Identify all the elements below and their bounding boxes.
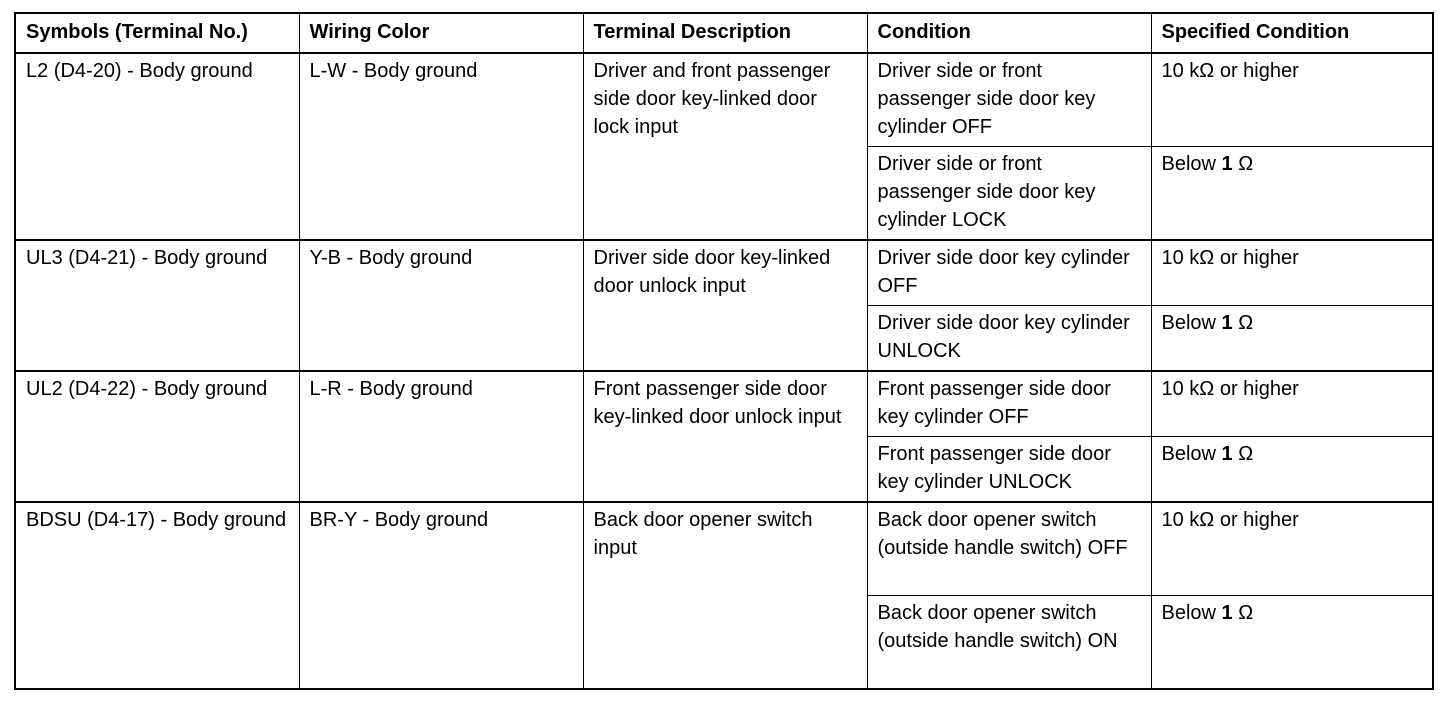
symbol-cell: UL2 (D4-22) - Body ground [15,371,299,502]
spec-suffix: Ω [1232,312,1254,334]
symbol-cell: BDSU (D4-17) - Body ground [15,502,299,689]
spec-prefix: Below [1161,312,1222,334]
spec-suffix: Ω [1232,443,1254,465]
wiring-color-cell: Y-B - Body ground [299,240,583,371]
spec-value: 10 kΩ [1161,509,1215,531]
table-header-row [15,13,1433,53]
specified-condition-cell [1151,53,1433,147]
header-condition: Condition [867,13,1151,53]
condition-cell: Front passenger side door key cylinder OFF [867,371,1151,437]
condition-cell: Driver side or front passenger side door key cylinder LOCK [867,147,1151,241]
wiring-color-cell: L-R - Body ground [299,371,583,502]
symbol-cell: L2 (D4-20) - Body ground [15,53,299,240]
table-row [15,240,1433,306]
spec-suffix: or higher [1214,247,1299,269]
specified-condition-cell [1151,306,1433,372]
specified-condition-cell [1151,147,1433,241]
spec-value: 1 [1221,602,1233,624]
condition-cell: Back door opener switch (outside handle switch) OFF [867,502,1151,596]
wiring-color-cell: L-W - Body ground [299,53,583,240]
specified-condition-cell [1151,596,1433,690]
spec-value: 1 [1221,153,1233,175]
spec-prefix: Below [1161,602,1222,624]
condition-cell: Front passenger side door key cylinder UNLOCK [867,437,1151,503]
terminal-description-cell: Back door opener switch input [583,502,867,689]
table-row [15,371,1433,437]
spec-prefix: Below [1161,153,1222,175]
symbol-cell: UL3 (D4-21) - Body ground [15,240,299,371]
condition-cell: Driver side or front passenger side door key cylinder OFF [867,53,1151,147]
spec-value: 10 kΩ [1161,378,1215,400]
header-specified-condition: Specified Condition [1151,13,1433,53]
header-terminal-description: Terminal Description [583,13,867,53]
terminal-spec-table [14,12,1434,690]
header-wiring-color: Wiring Color [299,13,583,53]
spec-prefix: Below [1161,443,1222,465]
header-symbols: Symbols (Terminal No.) [15,13,299,53]
specified-condition-cell [1151,502,1433,596]
terminal-description-cell: Driver and front passenger side door key-linked door lock input [583,53,867,240]
spec-value: 1 [1221,443,1233,465]
condition-cell: Back door opener switch (outside handle switch) ON [867,596,1151,690]
spec-suffix: Ω [1232,602,1254,624]
terminal-description-cell: Front passenger side door key-linked door unlock input [583,371,867,502]
spec-value: 1 [1221,312,1233,334]
spec-value: 10 kΩ [1161,247,1215,269]
condition-cell: Driver side door key cylinder OFF [867,240,1151,306]
specified-condition-cell [1151,371,1433,437]
specified-condition-cell [1151,240,1433,306]
table-row [15,502,1433,596]
spec-value: 10 kΩ [1161,60,1215,82]
specified-condition-cell [1151,437,1433,503]
wiring-color-cell: BR-Y - Body ground [299,502,583,689]
spec-suffix: or higher [1214,509,1299,531]
table-row [15,53,1433,147]
spec-suffix: or higher [1214,60,1299,82]
spec-suffix: Ω [1232,153,1254,175]
terminal-description-cell: Driver side door key-linked door unlock input [583,240,867,371]
condition-cell: Driver side door key cylinder UNLOCK [867,306,1151,372]
spec-suffix: or higher [1214,378,1299,400]
